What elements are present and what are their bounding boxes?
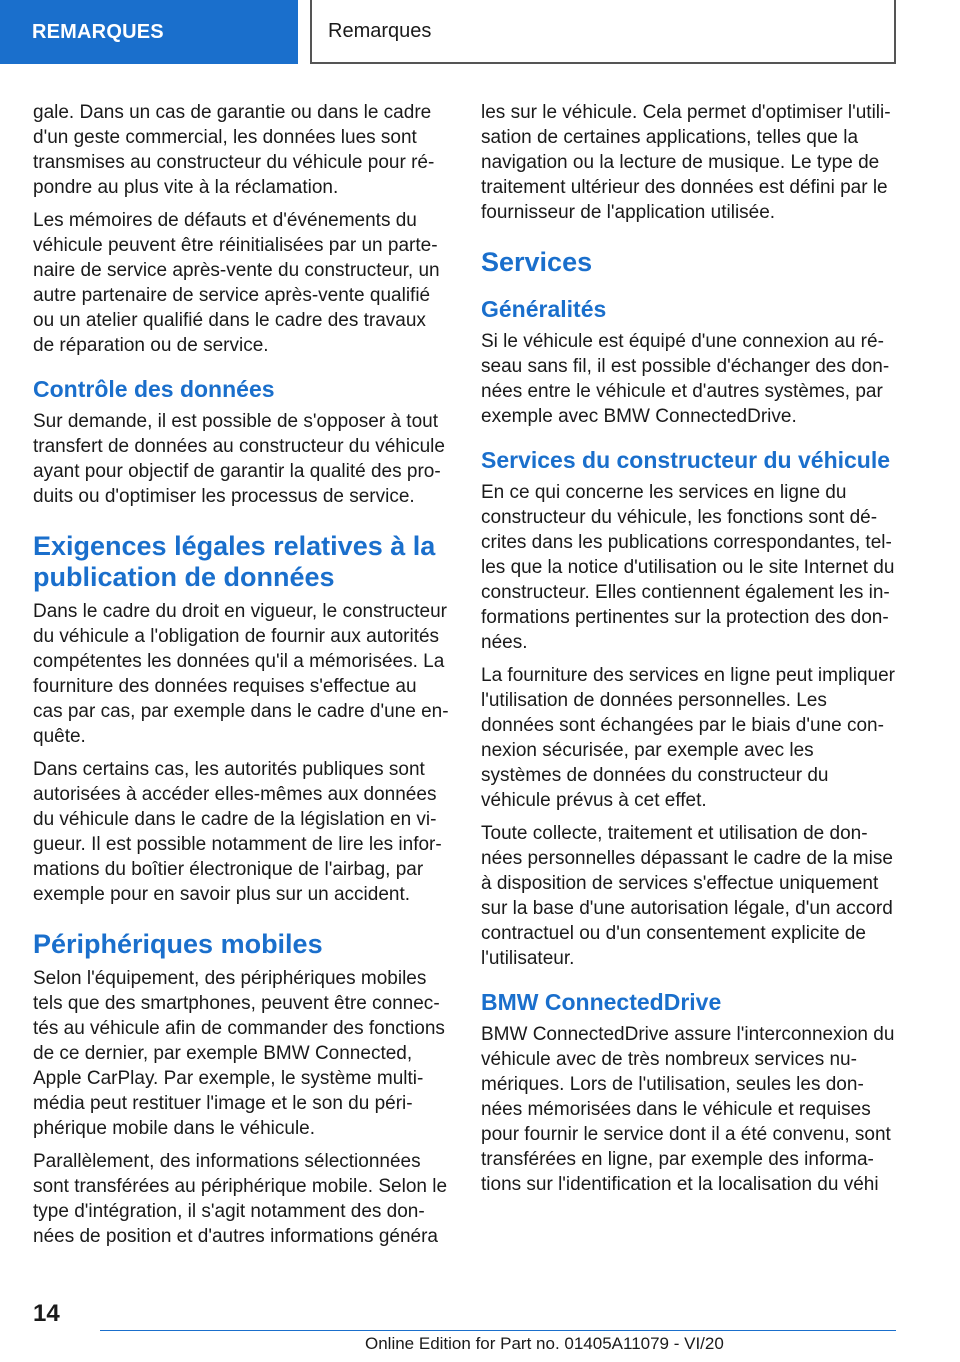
page-header — [310, 0, 896, 64]
paragraph: La fourniture des services en ligne peut impliquer l'utilisation de données personnelles. Les données sont échangées par le biais d'une connexion sécurisée, par exemple avec les systèmes de données du constructeur du véhicule prévus à cet effet. — [481, 665, 896, 811]
page-number: 14 — [33, 1300, 60, 1327]
paragraph: Si le véhicule est équipé d'une connexion au réseau sans fil, il est possible d'échanger des données entre le véhicule et d'autres systèmes, par exemple avec BMW ConnectedDrive. — [481, 331, 890, 427]
footer-divider — [100, 1330, 896, 1331]
heading-bmw-connecteddrive: BMW ConnectedDrive — [481, 989, 722, 1015]
heading-generalites: Généralités — [481, 296, 607, 322]
paragraph: Dans le cadre du droit en vigueur, le constructeur du véhicule a l'obligation de fournir aux autorités compétentes les données qu'il a mémorisées. La fourniture des données requises s'effectue au cas par cas, par exemple dans le cadre d'une enquête. — [33, 601, 449, 747]
heading-services-du-constructeur: Services du constructeur du véhicule — [481, 447, 891, 473]
heading-services: Services — [481, 247, 593, 277]
paragraph: BMW ConnectedDrive assure l'interconnexion du véhicule avec de très nombreux services numériques. Lors de l'utilisation, seules les données mémorisées dans le véhicule et requises pour fournir le service dont il a été convenu, sont transférées en ligne, par exemple des informations sur l'identification et la localisation du véhi — [481, 1024, 895, 1195]
page-title: Remarques — [328, 19, 432, 42]
footer-edition-text: Online Edition for Part no. 01405A11079 - VI/20 — [365, 1334, 724, 1353]
section-tab — [0, 0, 298, 64]
paragraph: En ce qui concerne les services en ligne du constructeur du véhicule, les fonctions sont décrites dans les publications correspondantes, telles que la notice d'utilisation ou le site Internet du constructeur. Elles contiennent également les informations pertinentes sur la protection des données. — [481, 482, 895, 653]
right-column — [481, 100, 897, 1205]
paragraph: Parallèlement, des informations sélectionnées sont transférées au périphérique mobile. Selon le type d'intégration, il s'agit notamment des données de position et d'autres informations généra — [33, 1151, 448, 1247]
paragraph: Sur demande, il est possible de s'opposer à tout transfert de données au constructeur du véhicule ayant pour objectif de garantir la qualité des produits ou d'optimiser les processus de service. — [33, 411, 445, 507]
paragraph: les sur le véhicule. Cela permet d'optimiser l'utilisation de certaines applications, telles que la navigation ou la lecture de musique. Le type de traitement ultérieur des données est défini par le fournisseur de l'application utilisée. — [481, 102, 891, 223]
heading-controle-des-donnees: Contrôle des données — [33, 376, 275, 402]
left-column — [33, 100, 449, 1257]
paragraph: Toute collecte, traitement et utilisation de données personnelles dépassant le cadre de la mise à disposition de services s'effectue uniquement sur la base d'une autorisation légale, d'un accord contractuel ou d'un consentement explicite de l'utilisateur. — [481, 823, 893, 969]
heading-peripheriques-mobiles: Périphériques mobiles — [33, 929, 323, 959]
heading-exigences-legales: Exigences légales relatives à la publication de données — [33, 531, 436, 592]
section-tab-label: REMARQUES — [32, 20, 164, 43]
paragraph: Dans certains cas, les autorités publiques sont autorisées à accéder elles-mêmes aux données du véhicule dans le cadre de la législation en vigueur. Il est possible notamment de lire les informations du boîtier électronique de l'airbag, par exemple pour en savoir plus sur un accident. — [33, 759, 442, 905]
paragraph: gale. Dans un cas de garantie ou dans le cadre d'un geste commercial, les données lues sont transmises au constructeur du véhicule pour répondre au plus vite à la réclamation. — [33, 102, 435, 198]
paragraph: Les mémoires de défauts et d'événements du véhicule peuvent être réinitialisées par un partenaire de service après-vente du constructeur, un autre partenaire de service après-vente qualifié ou un atelier qualifié dans le cadre des travaux de réparation ou de service. — [33, 210, 440, 356]
paragraph: Selon l'équipement, des périphériques mobiles tels que des smartphones, peuvent être connectés au véhicule afin de commander des fonctions de ce dernier, par exemple BMW Connected, Apple CarPlay. Par exemple, le système multimédia peut restituer l'image et le son du périphérique mobile dans le véhicule. — [33, 968, 445, 1139]
